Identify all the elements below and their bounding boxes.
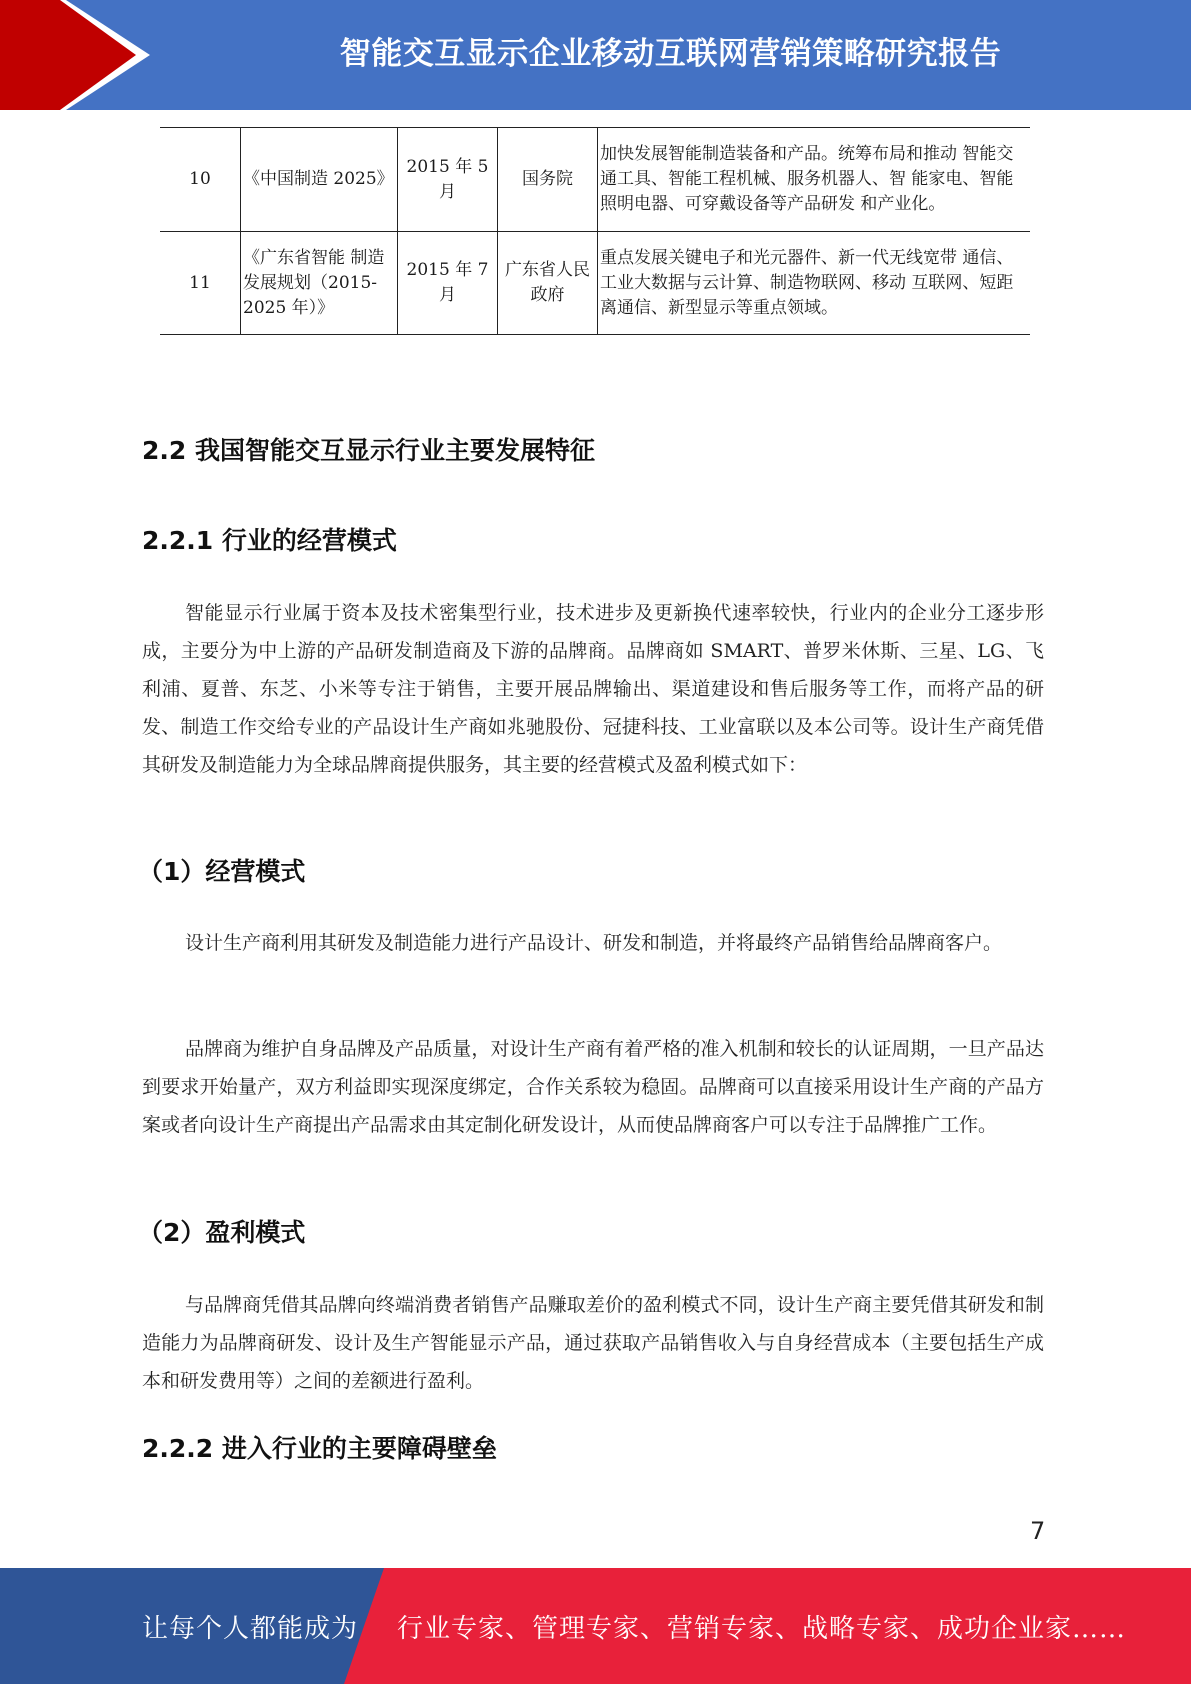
section-heading-2-2-2: 2.2.2 进入行业的主要障碍壁垒 xyxy=(142,1434,497,1463)
policy-table xyxy=(160,127,1030,335)
table-cell-content: 加快发展智能制造装备和产品。统筹布局和推动 智能交通工具、智能工程机械、服务机器人、智 能家电、智能照明电器、可穿戴设备等产品研发 和产业化。 xyxy=(598,128,1031,232)
page-header xyxy=(0,0,1191,110)
header-chevron-decoration xyxy=(0,0,150,110)
section-heading-2-2: 2.2 我国智能交互显示行业主要发展特征 xyxy=(142,436,595,465)
header-title: 智能交互显示企业移动互联网营销策略研究报告 xyxy=(339,35,1002,72)
table-cell-number: 10 xyxy=(160,128,241,232)
table-row xyxy=(160,232,1030,335)
paragraph-brand-relationship: 品牌商为维护自身品牌及产品质量，对设计生产商有着严格的准入机制和较长的认证周期，一旦产品达到要求开始量产，双方利益即实现深度绑定，合作关系较为稳固。品牌商可以直接采用设计生产商的产品方案或者向设计生产商提出产品需求由其定制化研发设计，从而使品牌商客户可以专注于品牌推广工作。 xyxy=(142,1038,1044,1136)
section-heading-2-2-1: 2.2.1 行业的经营模式 xyxy=(142,526,397,555)
table-cell-number: 11 xyxy=(160,232,241,335)
footer-slogan-right: 行业专家、管理专家、营销专家、战略专家、成功企业家…… xyxy=(397,1613,1127,1644)
table-cell-content: 重点发展关键电子和光元器件、新一代无线宽带 通信、工业大数据与云计算、制造物联网、移动 互联网、短距离通信、新型显示等重点领域。 xyxy=(598,232,1031,335)
subheading-profit-model: （2）盈利模式 xyxy=(138,1218,306,1247)
paragraph-business-model: 智能显示行业属于资本及技术密集型行业，技术进步及更新换代速率较快，行业内的企业分工逐步形成，主要分为中上游的产品研发制造商及下游的品牌商。品牌商如 SMART、普罗米休斯、三星、LG、飞利浦、夏普、东芝、小米等专注于销售，主要开展品牌输出、渠道建设和售后服务等工作，而将产品的研发、制造工作交给专业的产品设计生产商如兆驰股份、冠捷科技、工业富联以及本公司等。设计生产商凭借其研发及制造能力为全球品牌商提供服务，其主要的经营模式及盈利模式如下： xyxy=(142,602,1044,776)
table-cell-policy-name: 《中国制造 2025》 xyxy=(241,128,398,232)
table-cell-date: 2015 年 5 月 xyxy=(398,128,498,232)
footer-slogan-left: 让每个人都能成为 xyxy=(142,1613,359,1644)
table-cell-policy-name: 《广东省智能 制造发展规划（2015-2025 年）》 xyxy=(241,232,398,335)
paragraph-profit-model: 与品牌商凭借其品牌向终端消费者销售产品赚取差价的盈利模式不同，设计生产商主要凭借其研发和制造能力为品牌商研发、设计及生产智能显示产品，通过获取产品销售收入与自身经营成本（主要包括生产成本和研发费用等）之间的差额进行盈利。 xyxy=(142,1294,1044,1392)
table-cell-date: 2015 年 7 月 xyxy=(398,232,498,335)
table-cell-issuer: 广东省人民政府 xyxy=(498,232,598,335)
paragraph-operating-model: 设计生产商利用其研发及制造能力进行产品设计、研发和制造，并将最终产品销售给品牌商客户。 xyxy=(185,932,1003,954)
page-number: 7 xyxy=(1030,1517,1046,1545)
page-footer xyxy=(0,1568,1191,1684)
table-row xyxy=(160,128,1030,232)
subheading-operating-model: （1）经营模式 xyxy=(138,857,306,886)
table-cell-issuer: 国务院 xyxy=(498,128,598,232)
